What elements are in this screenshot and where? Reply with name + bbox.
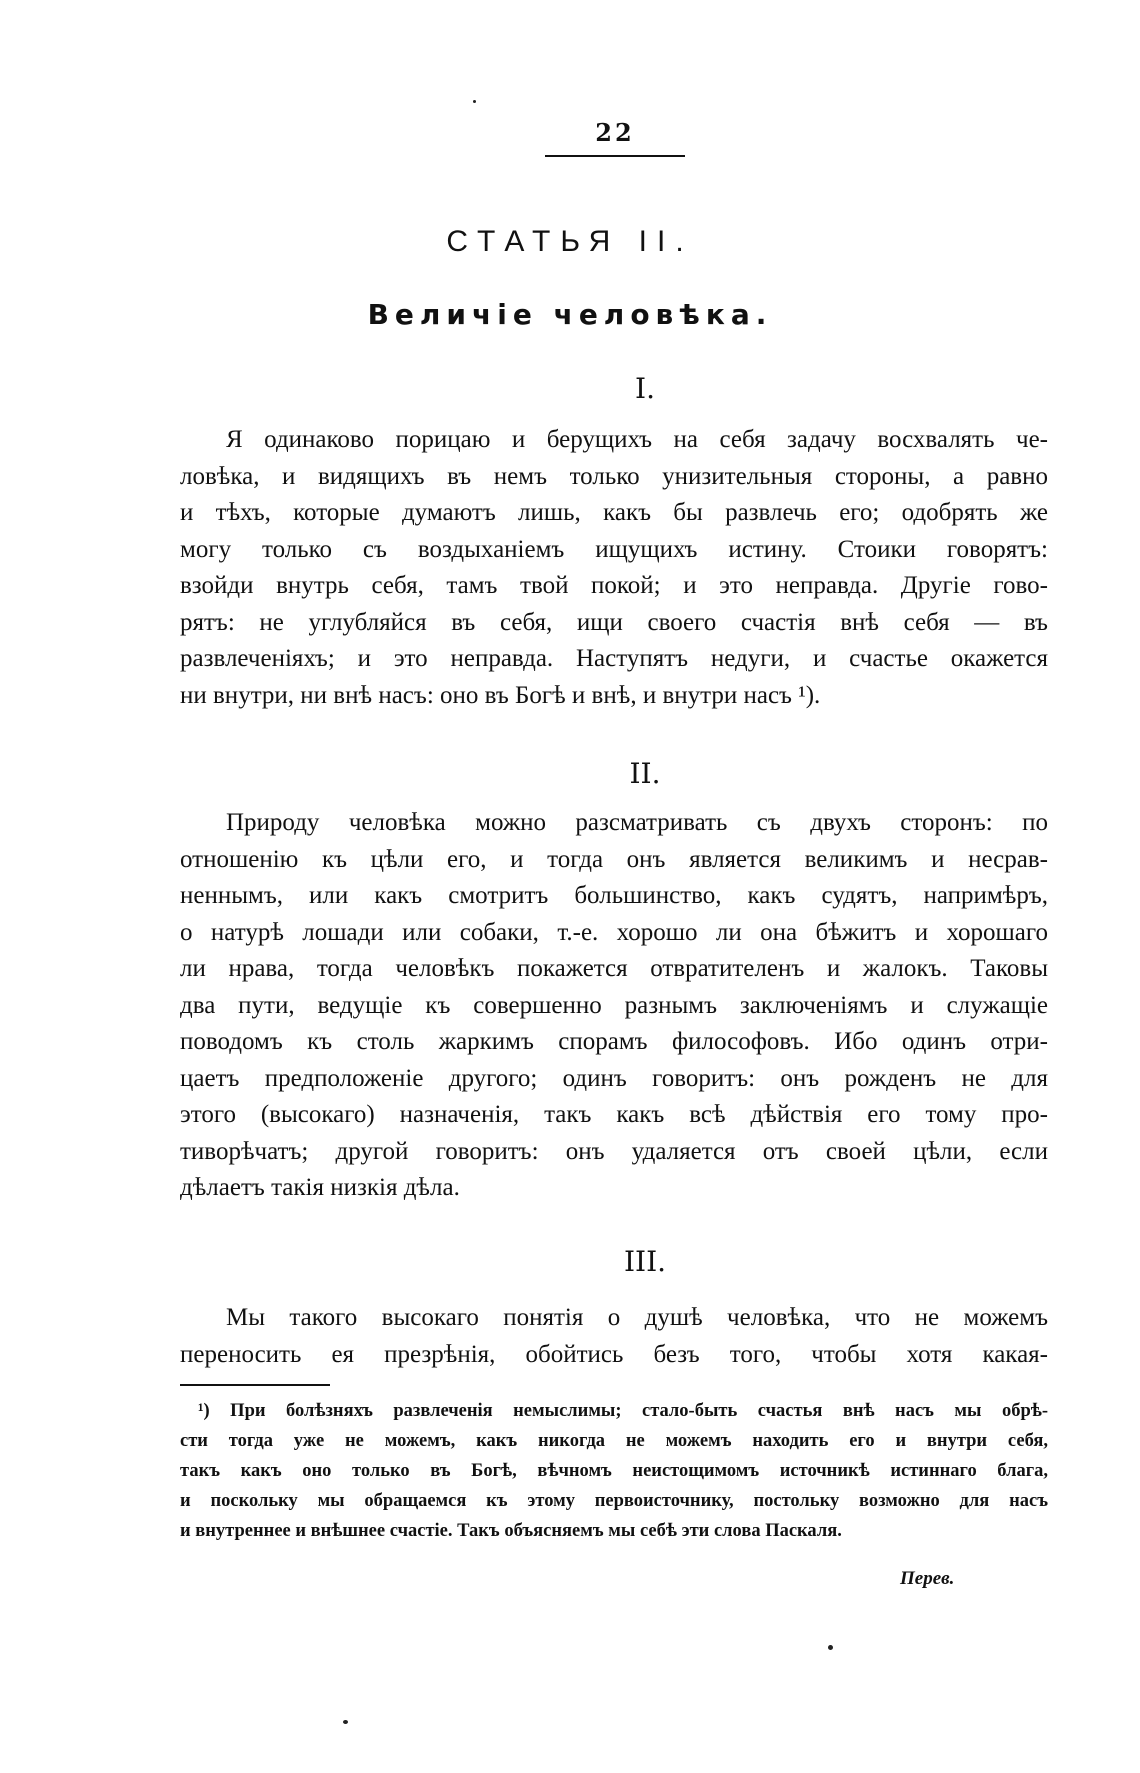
- text-line: цаетъ предположеніе другого; одинъ говоритъ: онъ рожденъ не для: [180, 1064, 1048, 1092]
- text-line: два пути, ведущіе къ совершенно разнымъ заключеніямъ и служащіе: [180, 991, 1048, 1019]
- page-number-rule: [545, 155, 685, 157]
- scan-speck: [473, 100, 476, 103]
- footnote-rule: [180, 1384, 330, 1386]
- text-line: взойди внутрь себя, тамъ твой покой; и это неправда. Другіе гово-: [180, 572, 1048, 599]
- footnote-line: такъ какъ оно только въ Богѣ, вѣчномъ неистощимомъ источникѣ истиннаго блага,: [180, 1461, 1048, 1481]
- footnote-line: и внутреннее и внѣшнее счастіе. Такъ объясняемъ мы себѣ эти слова Паскаля.: [180, 1521, 842, 1541]
- text-line: рятъ: не углубляйся въ себя, ищи своего счастія внѣ себя — въ: [180, 608, 1048, 636]
- section-3-paragraph: [180, 1300, 1048, 1373]
- section-number-2: II.: [629, 757, 661, 790]
- page-number: 22: [595, 118, 635, 147]
- text-line: неннымъ, или какъ смотритъ большинство, какъ судятъ, напримѣръ,: [180, 882, 1048, 909]
- footnote-signature: Перев.: [900, 1568, 955, 1589]
- section-2-paragraph: [180, 805, 1048, 1207]
- footnote: [180, 1396, 1048, 1546]
- footnote-line: и поскольку мы обращаемся къ этому первоисточнику, постольку возможно для насъ: [180, 1491, 1048, 1511]
- scan-speck: [343, 1720, 348, 1724]
- text-line: ни внутри, ни внѣ насъ: оно въ Богѣ и внѣ, и внутри насъ ¹).: [180, 681, 821, 709]
- footnote-line: ¹) При болѣзняхъ развлеченія немыслимы; стало-быть счастья внѣ насъ мы обрѣ-: [198, 1401, 1048, 1421]
- text-line: переносить ея презрѣнія, обойтись безъ того, чтобы хотя какая-: [180, 1340, 1048, 1368]
- scan-speck: [828, 1645, 833, 1650]
- text-line: Мы такого высокаго понятія о душѣ человѣка, что не можемъ: [226, 1304, 1048, 1331]
- text-line: Природу человѣка можно разсматривать съ двухъ сторонъ: по: [226, 809, 1048, 836]
- section-1-paragraph: [180, 422, 1048, 714]
- section-number-3: III.: [623, 1245, 667, 1278]
- section-number-1: I.: [635, 372, 655, 405]
- footnote-line: сти тогда уже не можемъ, какъ никогда не можемъ находить его и внутри себя,: [180, 1431, 1048, 1451]
- text-line: тиворѣчатъ; другой говоритъ: онъ удаляется отъ своей цѣли, если: [180, 1137, 1048, 1165]
- text-line: могу только съ воздыханіемъ ищущихъ истину. Стоики говорятъ:: [180, 535, 1048, 563]
- text-line: ли нрава, тогда человѣкъ покажется отвратителенъ и жалокъ. Таковы: [180, 955, 1048, 982]
- text-line: поводомъ къ столь жаркимъ спорамъ философовъ. Ибо одинъ отри-: [180, 1028, 1048, 1055]
- text-line: отношенію къ цѣли его, и тогда онъ является великимъ и несрав-: [180, 845, 1048, 873]
- text-line: Я одинаково порицаю и берущихъ на себя задачу восхвалять че-: [226, 426, 1048, 453]
- text-line: развлеченіяхъ; и это неправда. Наступятъ недуги, и счастье окажется: [180, 645, 1048, 672]
- text-line: этого (высокаго) назначенія, такъ какъ всѣ дѣйствія его тому про-: [180, 1101, 1048, 1128]
- text-line: о натурѣ лошади или собаки, т.-е. хорошо ли она бѣжитъ и хорошаго: [180, 918, 1048, 946]
- text-line: и тѣхъ, которые думаютъ лишь, какъ бы развлечь его; одобрять же: [180, 499, 1048, 526]
- text-line: ловѣка, и видящихъ въ немъ только унизительныя стороны, а равно: [180, 462, 1048, 490]
- text-line: дѣлаетъ такія низкія дѣла.: [180, 1174, 460, 1201]
- chapter-title: Величіе человѣка.: [367, 298, 773, 331]
- article-title: СТАТЬЯ II.: [446, 225, 694, 258]
